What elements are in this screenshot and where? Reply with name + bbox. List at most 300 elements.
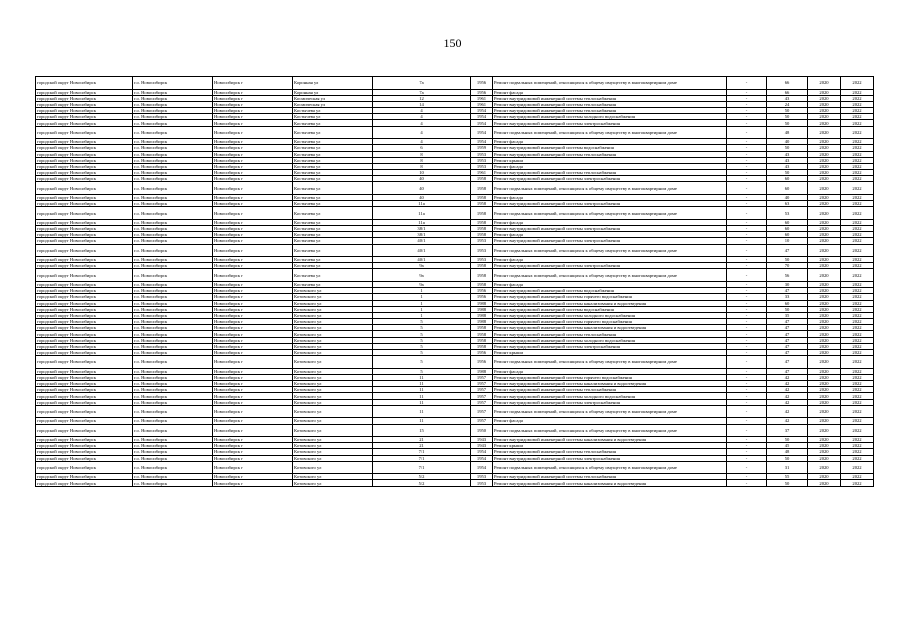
cell-house: 7а <box>373 77 471 90</box>
cell-locality: г.о. Новосибирск <box>133 312 213 318</box>
cell-cost: 50 <box>767 145 808 151</box>
cell-cost: 48 <box>767 126 808 139</box>
cell-city: Новосибирск г <box>213 281 293 287</box>
cell-start: 2020 <box>808 399 841 405</box>
cell-house: 1 <box>373 312 471 318</box>
cell-district: городской округ Новосибирск <box>36 151 133 157</box>
cell-locality: г.о. Новосибирск <box>133 101 213 107</box>
cell-district: городской округ Новосибирск <box>36 126 133 139</box>
cell-planned: - <box>727 120 767 126</box>
cell-end: 2022 <box>841 151 874 157</box>
cell-planned: - <box>727 151 767 157</box>
cell-start: 2020 <box>808 312 841 318</box>
cell-year: 1950 <box>471 424 493 437</box>
cell-cost: 24 <box>767 101 808 107</box>
cell-cost: 55 <box>767 474 808 480</box>
cell-cost: 37 <box>767 424 808 437</box>
cell-cost: 47 <box>767 288 808 294</box>
cell-cost: 47 <box>767 368 808 374</box>
cell-street: Коронная ул <box>293 77 373 90</box>
cell-planned: - <box>727 455 767 461</box>
cell-house: 12 <box>373 95 471 101</box>
cell-planned: - <box>727 393 767 399</box>
cell-year: 1943 <box>471 443 493 449</box>
cell-city: Новосибирск г <box>213 368 293 374</box>
cell-district: городской округ Новосибирск <box>36 368 133 374</box>
cell-end: 2022 <box>841 399 874 405</box>
cell-end: 2022 <box>841 207 874 220</box>
cell-end: 2022 <box>841 139 874 145</box>
cell-locality: г.о. Новосибирск <box>133 244 213 257</box>
cell-city: Новосибирск г <box>213 319 293 325</box>
cell-district: городской округ Новосибирск <box>36 312 133 318</box>
cell-year: 1957 <box>471 405 493 418</box>
cell-street: Космическая ул <box>293 95 373 101</box>
cell-house: 8 <box>373 163 471 169</box>
cell-house: 5 <box>373 325 471 331</box>
cell-end: 2022 <box>841 201 874 207</box>
cell-cost: 63 <box>767 201 808 207</box>
cell-year: 1988 <box>471 312 493 318</box>
cell-street: Котовского ул <box>293 312 373 318</box>
cell-house: 40 <box>373 194 471 200</box>
cell-cost: 42 <box>767 381 808 387</box>
cell-work: Ремонт внутридомовой инженерной системы холодного водоснабжения <box>493 393 727 399</box>
cell-work: Ремонт внутридомовой инженерной системы теплоснабжения <box>493 151 727 157</box>
cell-house: 5 <box>373 337 471 343</box>
cell-street: Костычева ул <box>293 257 373 263</box>
cell-planned: - <box>727 437 767 443</box>
cell-district: городской округ Новосибирск <box>36 108 133 114</box>
cell-district: городской округ Новосибирск <box>36 101 133 107</box>
cell-work: Ремонт фасада <box>493 281 727 287</box>
cell-city: Новосибирск г <box>213 226 293 232</box>
cell-street: Костычева ул <box>293 269 373 282</box>
cell-district: городской округ Новосибирск <box>36 343 133 349</box>
cell-year: 1958 <box>471 325 493 331</box>
cell-start: 2020 <box>808 294 841 300</box>
cell-planned: - <box>727 114 767 120</box>
cell-planned: - <box>727 288 767 294</box>
cell-street: Котовского ул <box>293 319 373 325</box>
cell-district: городской округ Новосибирск <box>36 374 133 380</box>
cell-cost: 43 <box>767 163 808 169</box>
cell-planned: - <box>727 319 767 325</box>
cell-house: 5/2 <box>373 480 471 486</box>
cell-locality: г.о. Новосибирск <box>133 238 213 244</box>
cell-start: 2020 <box>808 77 841 90</box>
cell-cost: 42 <box>767 405 808 418</box>
cell-year: 1958 <box>471 281 493 287</box>
cell-city: Новосибирск г <box>213 120 293 126</box>
cell-end: 2022 <box>841 170 874 176</box>
cell-locality: г.о. Новосибирск <box>133 374 213 380</box>
cell-year: 1954 <box>471 455 493 461</box>
cell-planned: - <box>727 294 767 300</box>
cell-street: Космическая ул <box>293 101 373 107</box>
cell-year: 1953 <box>471 163 493 169</box>
cell-house: 40 <box>373 182 471 195</box>
cell-city: Новосибирск г <box>213 331 293 337</box>
cell-end: 2022 <box>841 238 874 244</box>
cell-locality: г.о. Новосибирск <box>133 306 213 312</box>
cell-street: Костычева ул <box>293 219 373 225</box>
cell-end: 2022 <box>841 163 874 169</box>
cell-locality: г.о. Новосибирск <box>133 455 213 461</box>
cell-year: 1988 <box>471 306 493 312</box>
cell-street: Котовского ул <box>293 449 373 455</box>
cell-cost: 45 <box>767 443 808 449</box>
cell-year: 1958 <box>471 269 493 282</box>
cell-locality: г.о. Новосибирск <box>133 424 213 437</box>
cell-end: 2022 <box>841 108 874 114</box>
cell-city: Новосибирск г <box>213 269 293 282</box>
cell-planned: - <box>727 201 767 207</box>
cell-planned: - <box>727 343 767 349</box>
cell-year: 1958 <box>471 182 493 195</box>
cell-cost: 47 <box>767 356 808 369</box>
cell-work: Ремонт внутридомовой инженерной системы горячего водоснабжения <box>493 374 727 380</box>
cell-cost: 53 <box>767 207 808 220</box>
cell-end: 2022 <box>841 89 874 95</box>
cell-city: Новосибирск г <box>213 461 293 474</box>
cell-street: Котовского ул <box>293 337 373 343</box>
cell-work: Ремонт внутридомовой инженерной системы теплоснабжения <box>493 449 727 455</box>
cell-work: Ремонт подвальных помещений, относящихся к общему имуществу в многоквартирном доме <box>493 126 727 139</box>
cell-district: городской округ Новосибирск <box>36 77 133 90</box>
cell-district: городской округ Новосибирск <box>36 95 133 101</box>
cell-planned: - <box>727 145 767 151</box>
cell-planned: - <box>727 418 767 424</box>
cell-work: Ремонт подвальных помещений, относящихся к общему имуществу в многоквартирном доме <box>493 244 727 257</box>
cell-street: Костычева ул <box>293 194 373 200</box>
cell-house: 40/1 <box>373 257 471 263</box>
cell-planned: - <box>727 387 767 393</box>
cell-street: Коронная ул <box>293 89 373 95</box>
cell-house: 4 <box>373 120 471 126</box>
cell-house: 11 <box>373 418 471 424</box>
cell-street: Костычева ул <box>293 145 373 151</box>
cell-work: Ремонт крыши <box>493 350 727 356</box>
cell-end: 2022 <box>841 288 874 294</box>
cell-work: Ремонт внутридомовой инженерной системы теплоснабжения <box>493 474 727 480</box>
cell-district: городской округ Новосибирск <box>36 257 133 263</box>
cell-locality: г.о. Новосибирск <box>133 319 213 325</box>
cell-house: 7а <box>373 89 471 95</box>
cell-district: городской округ Новосибирск <box>36 418 133 424</box>
cell-year: 1959 <box>471 145 493 151</box>
cell-planned: - <box>727 480 767 486</box>
cell-planned: - <box>727 226 767 232</box>
cell-city: Новосибирск г <box>213 263 293 269</box>
cell-locality: г.о. Новосибирск <box>133 126 213 139</box>
cell-cost: 40 <box>767 194 808 200</box>
cell-end: 2022 <box>841 356 874 369</box>
cell-house: 1 <box>373 288 471 294</box>
cell-end: 2022 <box>841 77 874 90</box>
cell-planned: - <box>727 207 767 220</box>
cell-street: Костычева ул <box>293 263 373 269</box>
cell-end: 2022 <box>841 437 874 443</box>
cell-street: Котовского ул <box>293 350 373 356</box>
cell-planned: - <box>727 244 767 257</box>
cell-locality: г.о. Новосибирск <box>133 480 213 486</box>
cell-end: 2022 <box>841 343 874 349</box>
cell-cost: 66 <box>767 89 808 95</box>
cell-district: городской округ Новосибирск <box>36 350 133 356</box>
cell-street: Костычева ул <box>293 139 373 145</box>
cell-district: городской округ Новосибирск <box>36 244 133 257</box>
cell-work: Ремонт подвальных помещений, относящихся к общему имуществу в многоквартирном доме <box>493 269 727 282</box>
cell-work: Ремонт внутридомовой инженерной системы электроснабжения <box>493 120 727 126</box>
cell-district: городской округ Новосибирск <box>36 89 133 95</box>
cell-city: Новосибирск г <box>213 170 293 176</box>
cell-street: Котовского ул <box>293 443 373 449</box>
cell-start: 2020 <box>808 424 841 437</box>
cell-end: 2022 <box>841 219 874 225</box>
cell-locality: г.о. Новосибирск <box>133 145 213 151</box>
cell-city: Новосибирск г <box>213 201 293 207</box>
cell-cost: 10 <box>767 238 808 244</box>
cell-end: 2022 <box>841 387 874 393</box>
cell-end: 2022 <box>841 269 874 282</box>
cell-work: Ремонт внутридомовой инженерной системы теплоснабжения <box>493 95 727 101</box>
cell-cost: 42 <box>767 374 808 380</box>
cell-end: 2022 <box>841 232 874 238</box>
cell-locality: г.о. Новосибирск <box>133 194 213 200</box>
cell-cost: 42 <box>767 393 808 399</box>
cell-house: 38/1 <box>373 226 471 232</box>
table-row <box>36 182 874 195</box>
cell-street: Котовского ул <box>293 387 373 393</box>
cell-year: 1988 <box>471 319 493 325</box>
cell-year: 1958 <box>471 337 493 343</box>
cell-cost: 47 <box>767 331 808 337</box>
cell-district: городской округ Новосибирск <box>36 461 133 474</box>
cell-end: 2022 <box>841 424 874 437</box>
cell-end: 2022 <box>841 281 874 287</box>
cell-work: Ремонт внутридомовой инженерной системы канализования и водоотведения <box>493 381 727 387</box>
cell-street: Костычева ул <box>293 120 373 126</box>
page-number: 150 <box>443 36 462 50</box>
cell-year: 1954 <box>471 461 493 474</box>
cell-work: Ремонт фасада <box>493 194 727 200</box>
cell-work: Ремонт внутридомовой инженерной системы водоснабжения <box>493 145 727 151</box>
cell-work: Ремонт фасада <box>493 219 727 225</box>
cell-city: Новосибирск г <box>213 95 293 101</box>
cell-planned: - <box>727 350 767 356</box>
cell-district: городской округ Новосибирск <box>36 114 133 120</box>
cell-end: 2022 <box>841 126 874 139</box>
cell-planned: - <box>727 232 767 238</box>
cell-district: городской округ Новосибирск <box>36 207 133 220</box>
cell-locality: г.о. Новосибирск <box>133 356 213 369</box>
cell-district: городской округ Новосибирск <box>36 170 133 176</box>
cell-house: 5 <box>373 368 471 374</box>
cell-district: городской округ Новосибирск <box>36 281 133 287</box>
cell-work: Ремонт внутридомовой инженерной системы электроснабжения <box>493 176 727 182</box>
cell-city: Новосибирск г <box>213 294 293 300</box>
cell-cost: 70 <box>767 263 808 269</box>
cell-work: Ремонт внутридомовой инженерной системы водоснабжения <box>493 306 727 312</box>
cell-start: 2020 <box>808 194 841 200</box>
cell-street: Костычева ул <box>293 108 373 114</box>
cell-year: 1953 <box>471 151 493 157</box>
cell-work: Ремонт фасада <box>493 418 727 424</box>
cell-city: Новосибирск г <box>213 232 293 238</box>
table-row <box>36 244 874 257</box>
cell-planned: - <box>727 281 767 287</box>
cell-work: Ремонт внутридомовой инженерной системы теплоснабжения <box>493 101 727 107</box>
cell-cost: 50 <box>767 170 808 176</box>
cell-locality: г.о. Новосибирск <box>133 257 213 263</box>
capital-repair-table <box>35 76 874 487</box>
cell-year: 1958 <box>471 194 493 200</box>
cell-locality: г.о. Новосибирск <box>133 226 213 232</box>
cell-year: 1957 <box>471 393 493 399</box>
cell-year: 1957 <box>471 374 493 380</box>
cell-city: Новосибирск г <box>213 194 293 200</box>
cell-cost: 47 <box>767 319 808 325</box>
cell-cost: 50 <box>767 257 808 263</box>
cell-street: Костычева ул <box>293 170 373 176</box>
cell-start: 2020 <box>808 269 841 282</box>
cell-street: Костычева ул <box>293 281 373 287</box>
cell-locality: г.о. Новосибирск <box>133 139 213 145</box>
cell-end: 2022 <box>841 449 874 455</box>
cell-end: 2022 <box>841 294 874 300</box>
cell-house: 40/1 <box>373 238 471 244</box>
cell-street: Костычева ул <box>293 176 373 182</box>
cell-end: 2022 <box>841 120 874 126</box>
cell-city: Новосибирск г <box>213 176 293 182</box>
cell-start: 2020 <box>808 455 841 461</box>
cell-end: 2022 <box>841 194 874 200</box>
cell-planned: - <box>727 157 767 163</box>
cell-district: городской округ Новосибирск <box>36 163 133 169</box>
cell-locality: г.о. Новосибирск <box>133 232 213 238</box>
cell-house: 11а <box>373 201 471 207</box>
cell-start: 2020 <box>808 244 841 257</box>
cell-year: 1954 <box>471 139 493 145</box>
cell-city: Новосибирск г <box>213 418 293 424</box>
cell-district: городской округ Новосибирск <box>36 381 133 387</box>
cell-year: 1953 <box>471 238 493 244</box>
cell-district: городской округ Новосибирск <box>36 201 133 207</box>
cell-district: городской округ Новосибирск <box>36 176 133 182</box>
cell-year: 1958 <box>471 232 493 238</box>
cell-start: 2020 <box>808 374 841 380</box>
cell-street: Котовского ул <box>293 399 373 405</box>
cell-cost: 47 <box>767 350 808 356</box>
cell-work: Ремонт фасада <box>493 257 727 263</box>
cell-locality: г.о. Новосибирск <box>133 95 213 101</box>
cell-city: Новосибирск г <box>213 387 293 393</box>
cell-district: городской округ Новосибирск <box>36 139 133 145</box>
cell-house: 11а <box>373 207 471 220</box>
cell-start: 2020 <box>808 368 841 374</box>
cell-district: городской округ Новосибирск <box>36 399 133 405</box>
cell-planned: - <box>727 356 767 369</box>
cell-work: Ремонт подвальных помещений, относящихся к общему имуществу в многоквартирном доме <box>493 356 727 369</box>
cell-work: Ремонт фасада <box>493 139 727 145</box>
cell-work: Ремонт подвальных помещений, относящихся к общему имуществу в многоквартирном доме <box>493 461 727 474</box>
cell-house: 5 <box>373 350 471 356</box>
cell-work: Ремонт фасада <box>493 232 727 238</box>
cell-start: 2020 <box>808 300 841 306</box>
cell-district: городской округ Новосибирск <box>36 474 133 480</box>
cell-start: 2020 <box>808 337 841 343</box>
cell-start: 2020 <box>808 381 841 387</box>
cell-end: 2022 <box>841 374 874 380</box>
cell-district: городской округ Новосибирск <box>36 437 133 443</box>
cell-work: Ремонт внутридомовой инженерной системы горячего водоснабжения <box>493 319 727 325</box>
cell-city: Новосибирск г <box>213 139 293 145</box>
cell-start: 2020 <box>808 461 841 474</box>
cell-start: 2020 <box>808 387 841 393</box>
cell-cost: 35 <box>767 312 808 318</box>
cell-end: 2022 <box>841 405 874 418</box>
cell-street: Костычева ул <box>293 157 373 163</box>
cell-start: 2020 <box>808 126 841 139</box>
cell-work: Ремонт подвальных помещений, относящихся к общему имуществу в многоквартирном доме <box>493 182 727 195</box>
cell-work: Ремонт внутридомовой инженерной системы теплоснабжения <box>493 331 727 337</box>
cell-end: 2022 <box>841 257 874 263</box>
cell-cost: 56 <box>767 269 808 282</box>
cell-city: Новосибирск г <box>213 337 293 343</box>
cell-start: 2020 <box>808 350 841 356</box>
cell-planned: - <box>727 374 767 380</box>
cell-street: Котовского ул <box>293 474 373 480</box>
cell-street: Котовского ул <box>293 418 373 424</box>
cell-year: 1953 <box>471 480 493 486</box>
cell-cost: 47 <box>767 343 808 349</box>
cell-year: 1961 <box>471 101 493 107</box>
cell-street: Котовского ул <box>293 294 373 300</box>
cell-house: 5 <box>373 343 471 349</box>
cell-start: 2020 <box>808 114 841 120</box>
cell-end: 2022 <box>841 337 874 343</box>
cell-house: 1 <box>373 294 471 300</box>
cell-city: Новосибирск г <box>213 219 293 225</box>
cell-cost: 33 <box>767 294 808 300</box>
cell-locality: г.о. Новосибирск <box>133 176 213 182</box>
cell-end: 2022 <box>841 226 874 232</box>
cell-district: городской округ Новосибирск <box>36 194 133 200</box>
cell-street: Костычева ул <box>293 238 373 244</box>
cell-house: 11 <box>373 405 471 418</box>
cell-house: 1 <box>373 300 471 306</box>
cell-cost: 50 <box>767 108 808 114</box>
cell-district: городской округ Новосибирск <box>36 145 133 151</box>
cell-planned: - <box>727 257 767 263</box>
cell-planned: - <box>727 381 767 387</box>
cell-house: 14 <box>373 101 471 107</box>
cell-cost: 47 <box>767 244 808 257</box>
cell-start: 2020 <box>808 449 841 455</box>
cell-work: Ремонт внутридомовой инженерной системы канализования и водоотведения <box>493 325 727 331</box>
cell-end: 2022 <box>841 176 874 182</box>
cell-start: 2020 <box>808 437 841 443</box>
cell-house: 5/2 <box>373 474 471 480</box>
cell-district: городской округ Новосибирск <box>36 455 133 461</box>
cell-district: городской округ Новосибирск <box>36 393 133 399</box>
cell-year: 1943 <box>471 437 493 443</box>
cell-locality: г.о. Новосибирск <box>133 219 213 225</box>
cell-district: городской округ Новосибирск <box>36 319 133 325</box>
cell-cost: 48 <box>767 449 808 455</box>
cell-locality: г.о. Новосибирск <box>133 207 213 220</box>
